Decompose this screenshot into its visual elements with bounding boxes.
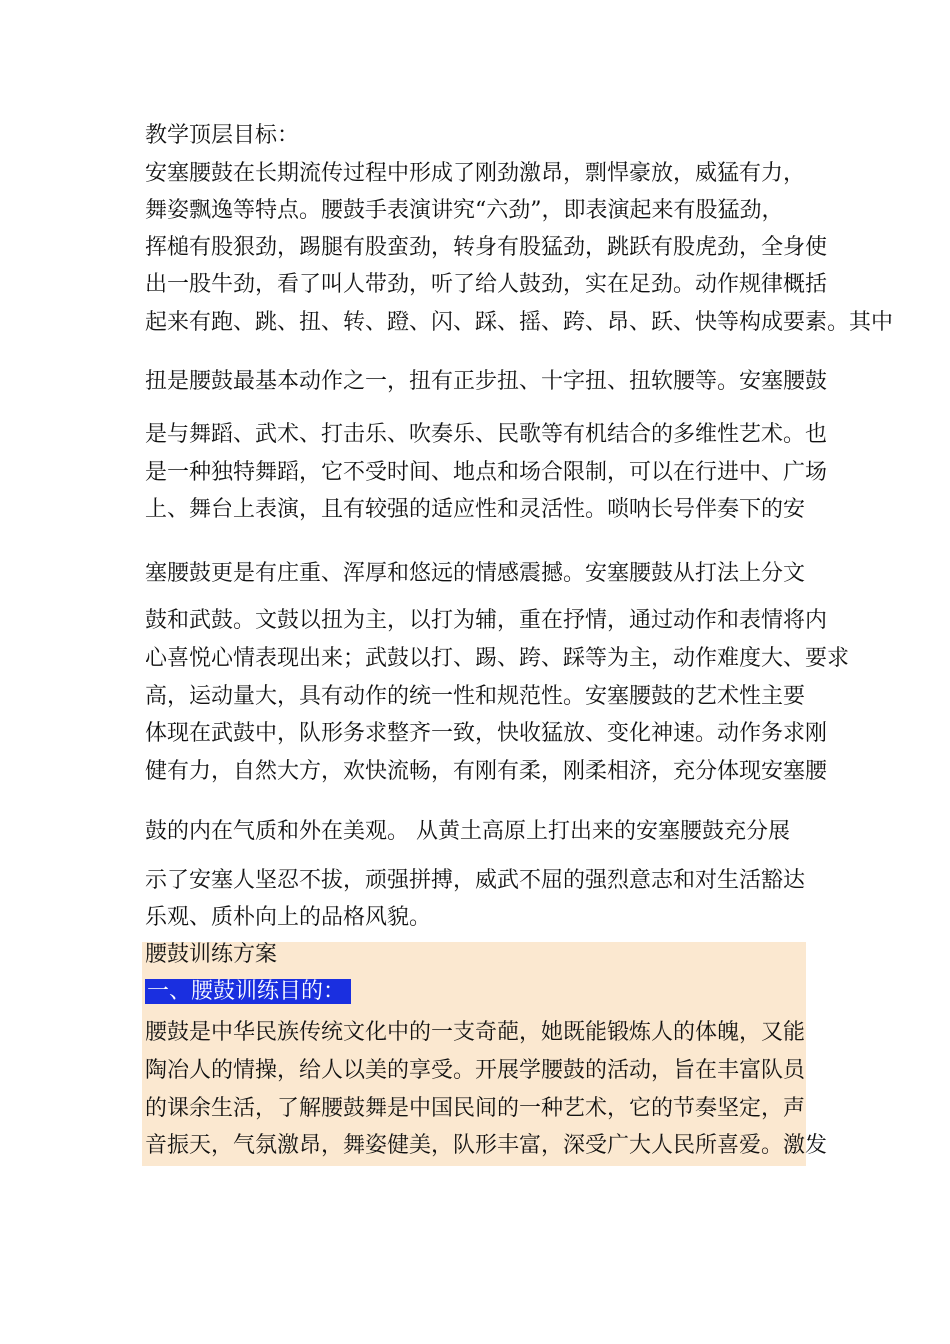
text-line: 起来有跑、跳、扭、转、蹬、闪、踩、摇、跨、昂、跃、快等构成要素。其中 (145, 310, 894, 335)
text-line: 塞腰鼓更是有庄重、浑厚和悠远的情感震撼。安塞腰鼓从打法上分文 (145, 561, 806, 586)
subsection-title-row (145, 974, 815, 1010)
text-line: 安塞腰鼓在长期流传过程中形成了刚劲激昂，剽悍豪放，威猛有力， (145, 161, 806, 186)
text-line: 高，运动量大，具有动作的统一性和规范性。安塞腰鼓的艺术性主要 (145, 684, 806, 709)
text-line: 陶冶人的情操，给人以美的享受。开展学腰鼓的活动，旨在丰富队员 (145, 1058, 806, 1083)
text-line: 挥槌有股狠劲，踢腿有股蛮劲，转身有股猛劲，跳跃有股虎劲，全身使 (145, 235, 828, 260)
selected-subsection-title[interactable]: 一、腰鼓训练目的： (145, 979, 351, 1004)
goal-heading: 教学顶层目标： (145, 123, 300, 148)
text-line: 扭是腰鼓最基本动作之一，扭有正步扭、十字扭、扭软腰等。安塞腰鼓 (145, 369, 828, 394)
text-line: 乐观、质朴向上的品格风貌。 (145, 905, 432, 930)
text-line: 出一股牛劲，看了叫人带劲，听了给人鼓劲，实在足劲。动作规律概括 (145, 272, 828, 297)
text-line: 鼓和武鼓。文鼓以扭为主，以打为辅，重在抒情，通过动作和表情将内 (145, 608, 828, 633)
text-line: 的课余生活，了解腰鼓舞是中国民间的一种艺术，它的节奏坚定，声 (145, 1096, 806, 1121)
text-line: 舞姿飘逸等特点。腰鼓手表演讲究“六劲”，即表演起来有股猛劲， (145, 198, 784, 223)
text-line: 是一种独特舞蹈，它不受时间、地点和场合限制，可以在行进中、广场 (145, 460, 828, 485)
text-line: 腰鼓是中华民族传统文化中的一支奇葩，她既能锻炼人的体魄，又能 (145, 1020, 806, 1045)
text-line: 是与舞蹈、武术、打击乐、吹奏乐、民歌等有机结合的多维性艺术。也 (145, 422, 828, 447)
text-line: 体现在武鼓中，队形务求整齐一致，快收猛放、变化神速。动作务求刚 (145, 721, 828, 746)
section-title: 腰鼓训练方案 (145, 942, 278, 967)
text-line: 鼓的内在气质和外在美观。 从黄土高原上打出来的安塞腰鼓充分展 (145, 819, 790, 844)
text-line: 心喜悦心情表现出来；武鼓以打、踢、跨、踩等为主，动作难度大、要求 (145, 646, 850, 671)
text-line: 上、舞台上表演，且有较强的适应性和灵活性。唢呐长号伴奏下的安 (145, 497, 806, 522)
text-line: 音振天，气氛激昂，舞姿健美，队形丰富，深受广大人民所喜爱。激发 (145, 1133, 828, 1158)
text-line: 示了安塞人坚忍不拔，顽强拼搏，威武不屈的强烈意志和对生活豁达 (145, 868, 806, 893)
text-line: 健有力，自然大方，欢快流畅，有刚有柔，刚柔相济，充分体现安塞腰 (145, 759, 828, 784)
